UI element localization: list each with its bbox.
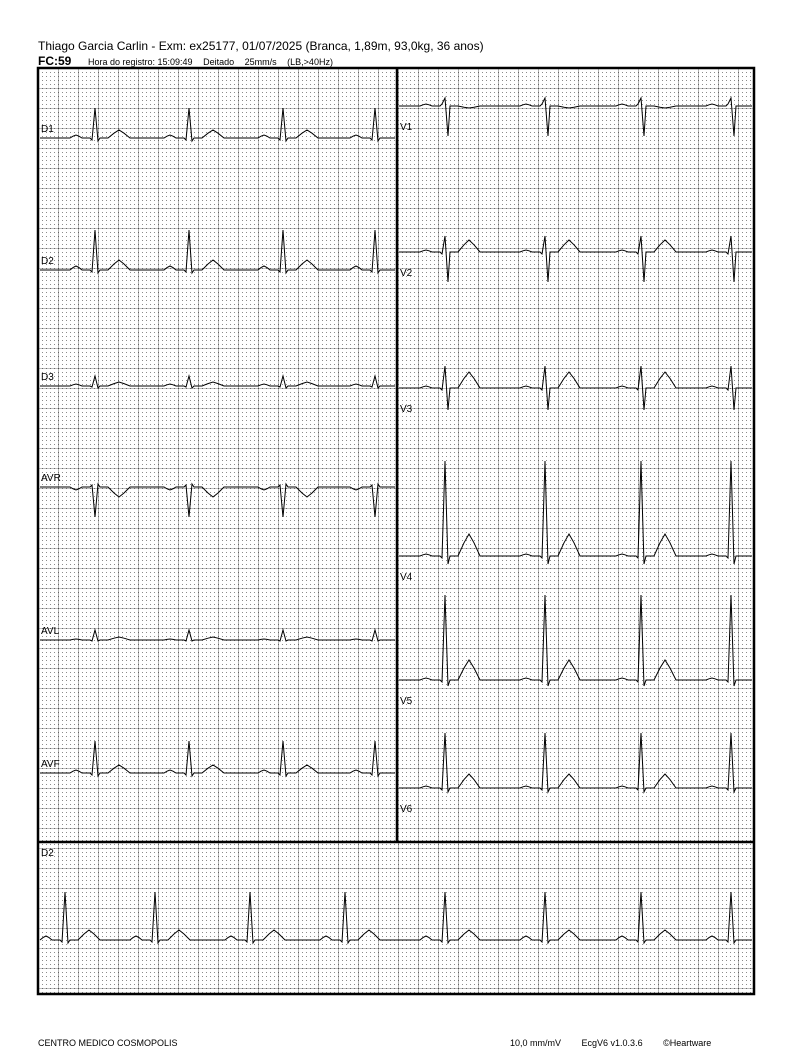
lead-label-v2: V2 xyxy=(400,268,413,279)
software-version: EcgV6 v1.0.3.6 xyxy=(581,1038,643,1048)
lead-label-v6: V6 xyxy=(400,804,413,815)
brand-name: ©Heartware xyxy=(663,1038,712,1048)
lead-label-v5: V5 xyxy=(400,696,413,707)
lead-label-d1: D1 xyxy=(41,124,54,135)
lead-label-d3: D3 xyxy=(41,372,54,383)
heart-rate: FC:59 xyxy=(38,54,72,68)
lead-label-v4: V4 xyxy=(400,572,413,583)
lead-label-d2: D2 xyxy=(41,256,54,267)
lead-label-rhythm: D2 xyxy=(41,848,54,859)
lead-label-v3: V3 xyxy=(400,404,413,415)
clinic-name: CENTRO MEDICO COSMOPOLIS xyxy=(38,1038,178,1048)
gain-setting: 10,0 mm/mV xyxy=(510,1038,562,1048)
record-time: Hora do registro: 15:09:49 xyxy=(88,57,193,67)
footer-info xyxy=(510,1038,711,1048)
lead-label-avr: AVR xyxy=(41,473,61,484)
paper-speed: 25mm/s xyxy=(244,57,277,67)
lead-label-v1: V1 xyxy=(400,122,413,133)
patient-header: Thiago Garcia Carlin - Exm: ex25177, 01/07/2025 (Branca, 1,89m, 93,0kg, 36 anos) xyxy=(38,39,484,53)
patient-position: Deitado xyxy=(203,57,235,67)
lead-label-avf: AVF xyxy=(41,759,60,770)
lead-label-avl: AVL xyxy=(41,626,60,637)
filter-setting: (LB,>40Hz) xyxy=(287,57,333,67)
